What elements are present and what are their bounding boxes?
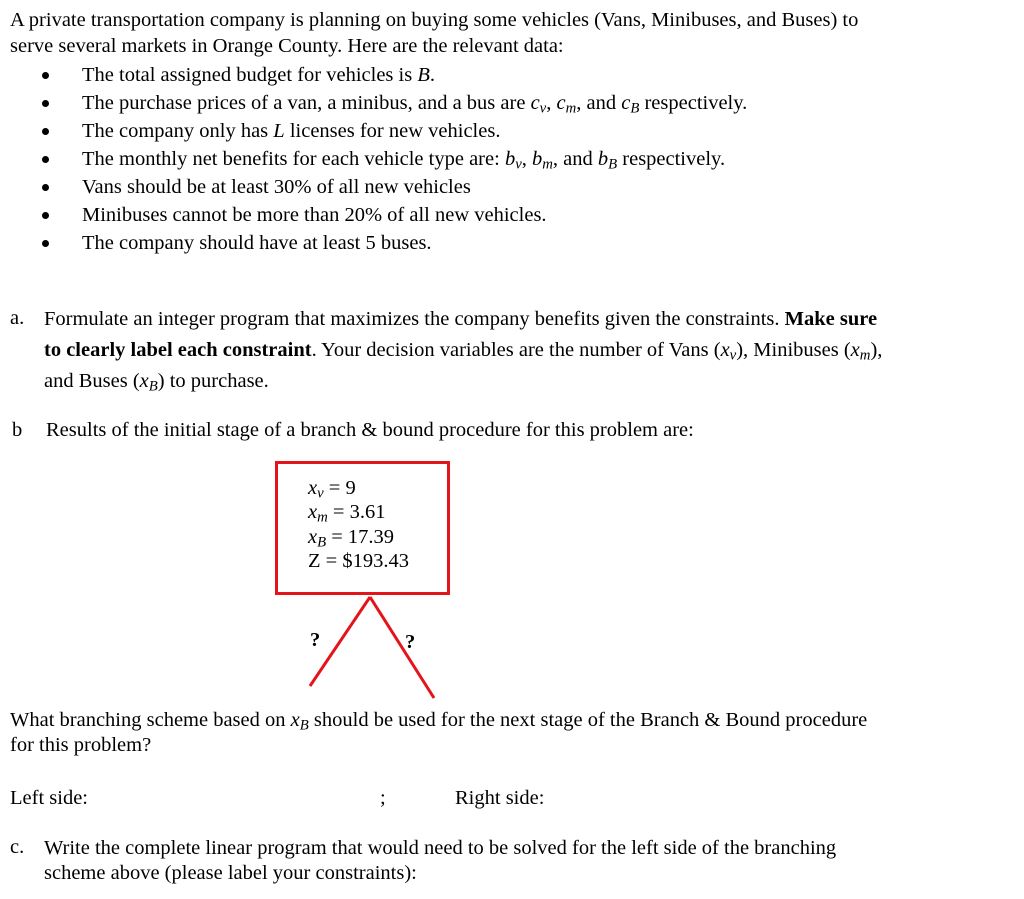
node-xb-value: $x_B = 17.39$ bbox=[308, 526, 395, 551]
part-b-text: Results of the initial stage of a branch & bound procedure for this problem are: bbox=[46, 419, 694, 441]
branching-question-line-2: for this problem? bbox=[10, 734, 152, 756]
node-xm-value: $x_m = 3.61$ bbox=[308, 501, 386, 526]
bullet-min-buses: The company should have at least 5 buses. bbox=[38, 229, 747, 257]
bullet-minibus-share: Minibuses cannot be more than 20% of all new vehicles. bbox=[38, 201, 747, 229]
bullet-purchase-prices: The purchase prices of a van, a minibus, and a bus are $c_v$, $c_m$, and $c_B$ respectively. bbox=[38, 89, 747, 117]
part-a-line-1: Formulate an integer program that maximizes the company benefits given the constraints. Make sure bbox=[44, 308, 878, 330]
part-b-label: b bbox=[12, 419, 23, 441]
separator-semicolon: ; bbox=[380, 787, 386, 809]
part-a-label: a. bbox=[10, 307, 25, 329]
part-a-line-3: and Buses $(x_B)$ to purchase. bbox=[44, 370, 269, 395]
node-xv-value: $x_v = 9$ bbox=[308, 477, 356, 502]
bullet-budget: The total assigned budget for vehicles is B. bbox=[38, 61, 747, 89]
part-a-line-2: to clearly label each constraint. Your decision variables are the number of Vans $(x_v)$, Minibuses $(x_m)$, bbox=[44, 339, 883, 364]
bullet-net-benefits: The monthly net benefits for each vehicle type are: $b_v$, $b_m$, and $b_B$ respectively. bbox=[38, 145, 747, 173]
part-c-line-1: Write the complete linear program that would need to be solved for the left side of the branching bbox=[44, 837, 837, 859]
right-branch-edge bbox=[370, 597, 434, 698]
intro-line-1: A private transportation company is planning on buying some vehicles (Vans, Minibuses, and Buses) to bbox=[10, 9, 859, 31]
bullet-licenses: The company only has L licenses for new vehicles. bbox=[38, 117, 747, 145]
node-objective-value: Z = $193.43 bbox=[308, 550, 409, 572]
left-side-label: Left side: bbox=[10, 787, 88, 809]
part-c-line-2: scheme above (please label your constraints): bbox=[44, 862, 417, 884]
right-side-label: Right side: bbox=[455, 787, 545, 809]
intro-line-2: serve several markets in Orange County. Here are the relevant data: bbox=[10, 35, 564, 57]
bullet-vans-share: Vans should be at least 30% of all new vehicles bbox=[38, 173, 747, 201]
right-branch-label: ? bbox=[405, 631, 416, 653]
part-c-label: c. bbox=[10, 836, 25, 858]
branching-question-line-1: What branching scheme based on $x_B$ should be used for the next stage of the Branch & Bound procedure bbox=[10, 709, 868, 734]
left-branch-label: ? bbox=[310, 629, 321, 651]
